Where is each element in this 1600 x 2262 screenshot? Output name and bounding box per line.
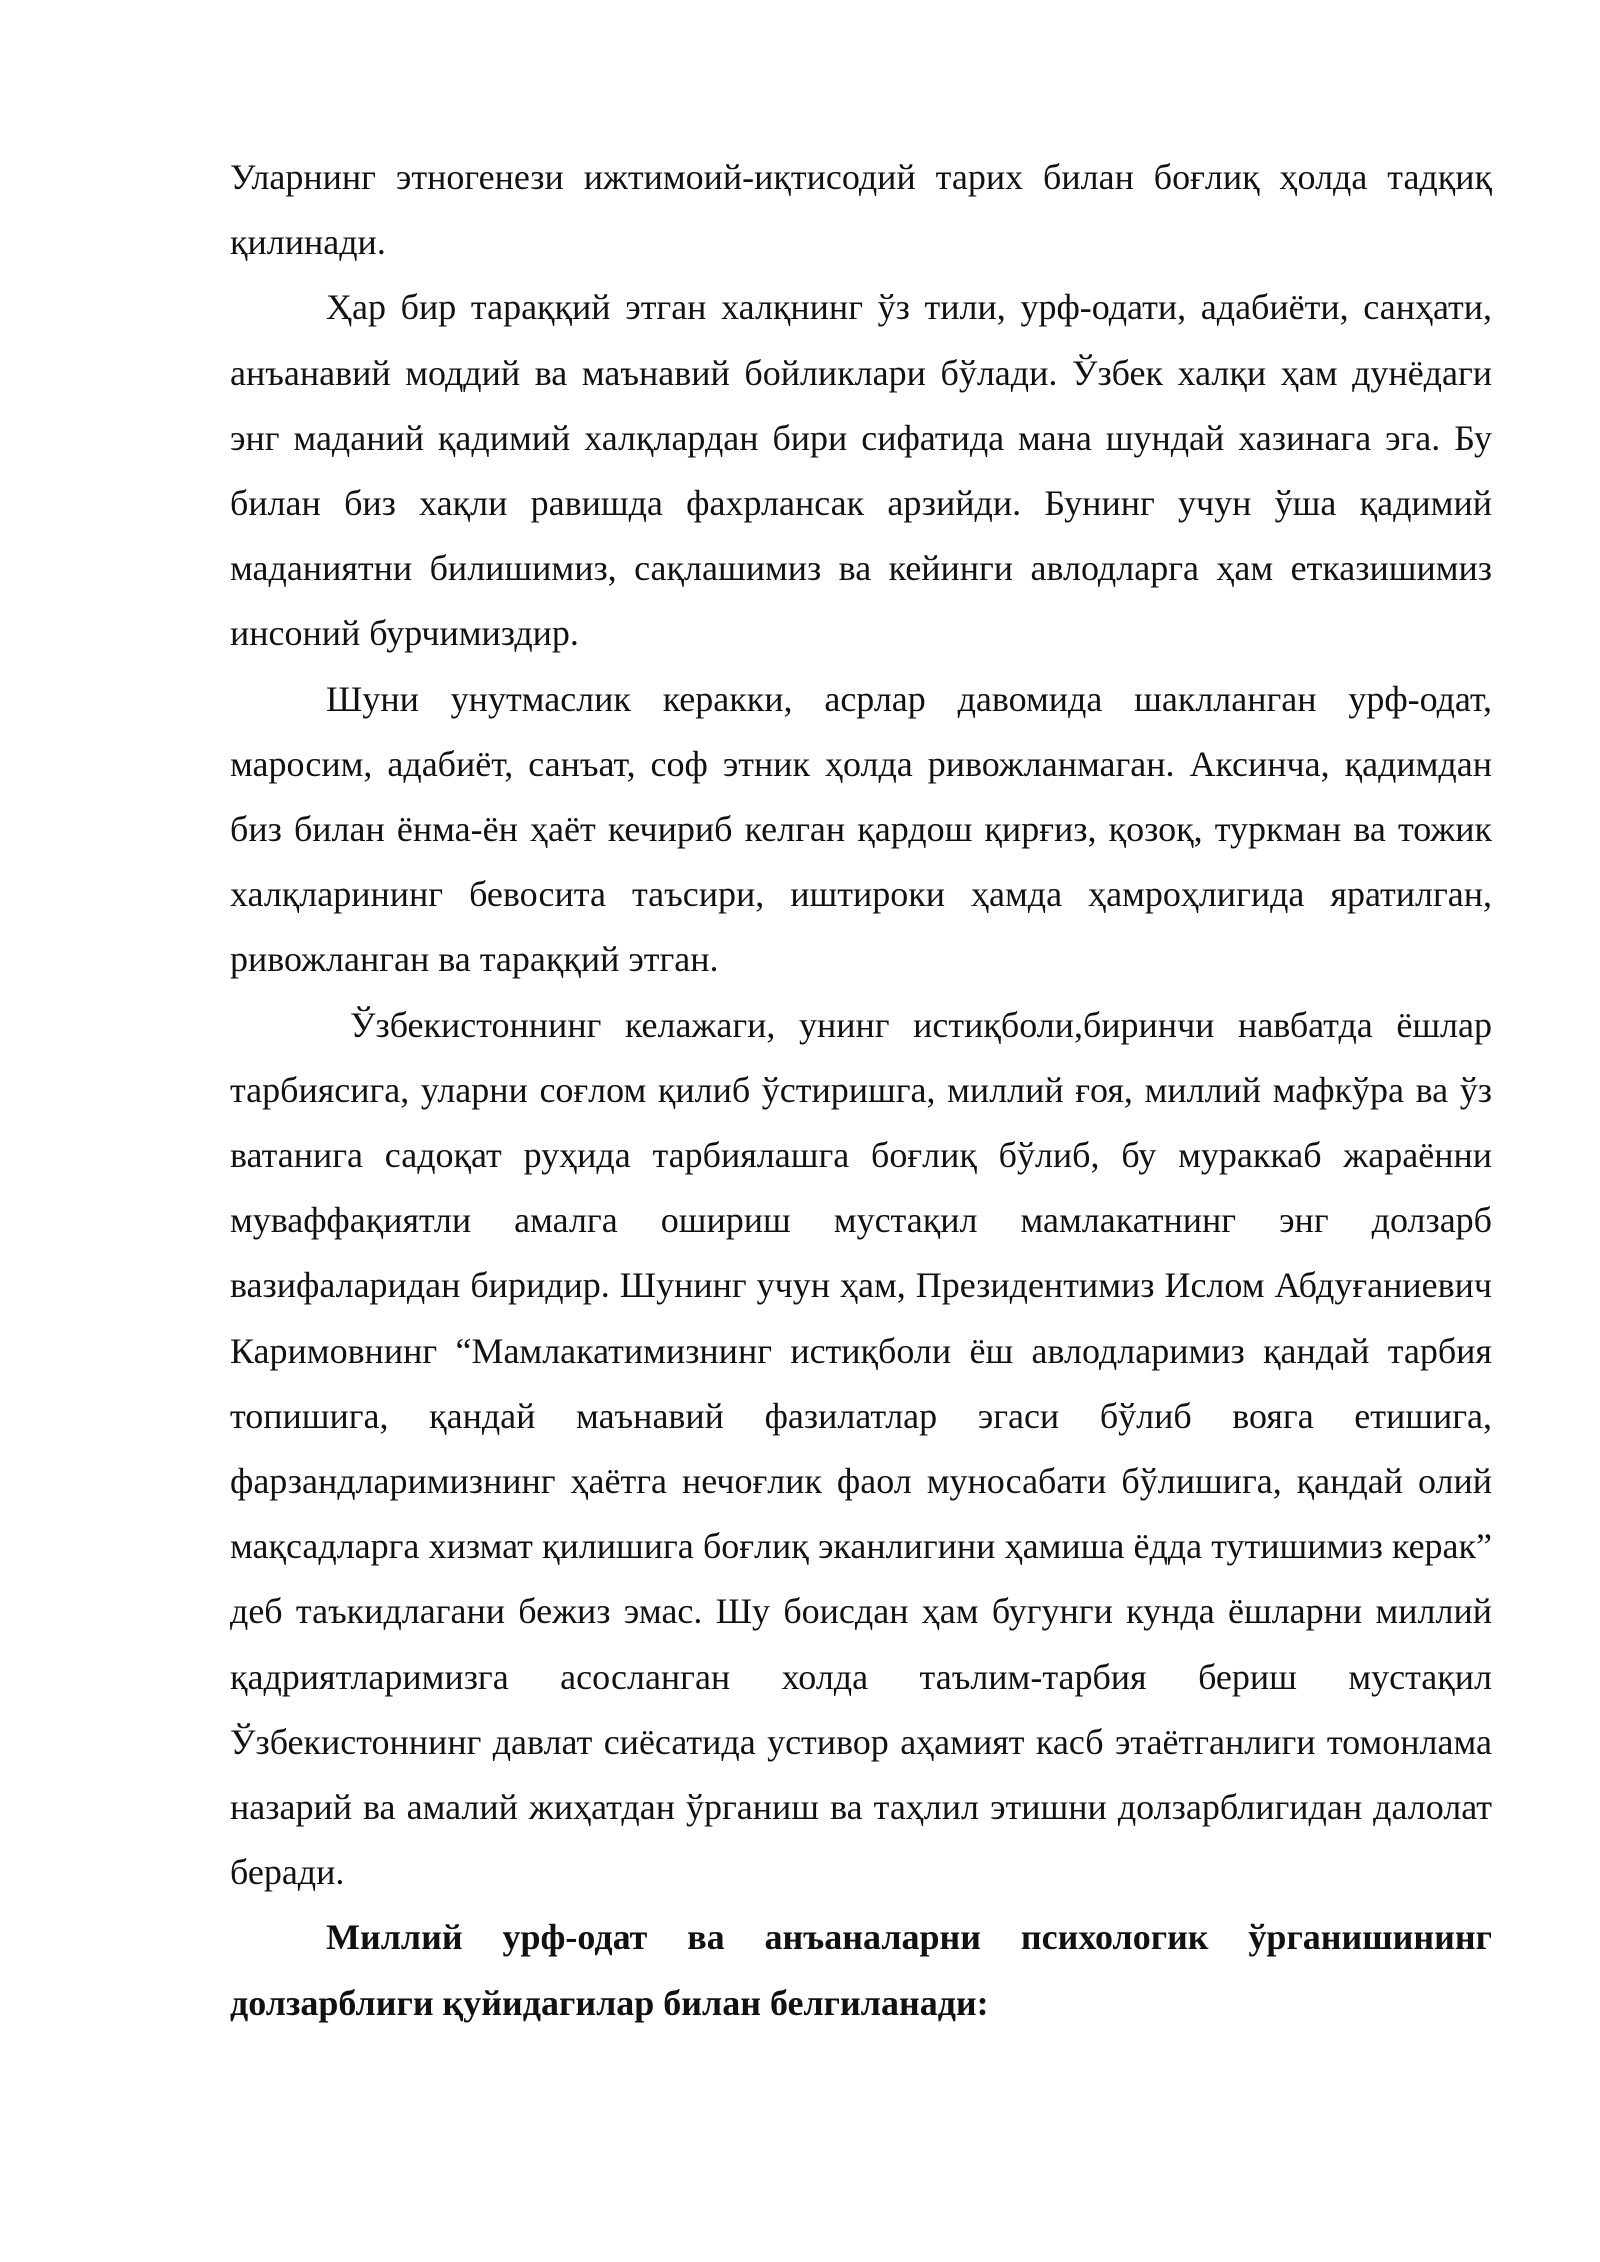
- paragraph-ethnogenesis: Уларнинг этногенези ижтимоий-иқтисодий тарих билан боғлиқ ҳолда тадқиқ қилинади.: [230, 157, 1492, 263]
- paragraph-bold-heading: Миллий урф-одат ва анъаналарни психологик ўрганишининг долзарблиги қуйидагилар билан белгиланади:: [230, 1917, 1492, 2023]
- paragraph-cultural-heritage: Ҳар бир тараққий этган халқнинг ўз тили, урф-одати, адабиёти, санҳати, анъанавий моддий ва маънавий бойликлари бўлади. Ўзбек халқи ҳам дунёдаги энг маданий қадимий халқлардан бири сифатида мана шундай хазинага эга. Бу билан биз хақли равишда фахрлансак арзийди. Бунинг учун ўша қадимий маданиятни билишимиз, сақлашимиз ва кейинги авлодларга ҳам етказишимиз инсоний бурчимиздир.: [230, 287, 1492, 654]
- document-body: [230, 145, 1492, 2036]
- paragraph-neighbor-influence: Шуни унутмаслик керакки, асрлар давомида шаклланган урф-одат, маросим, адабиёт, санъат, соф этник ҳолда ривожланмаган. Аксинча, қадимдан биз билан ёнма-ён ҳаёт кечириб келган қардош қирғиз, қозоқ, туркман ва тожик халқларининг бевосита таъсири, иштироки ҳамда ҳамроҳлигида яратилган, ривожланган ва тараққий этган.: [230, 678, 1492, 980]
- paragraph-youth-education: Ўзбекистоннинг келажаги, унинг истиқболи,биринчи навбатда ёшлар тарбиясига, уларни соғлом қилиб ўстиришга, миллий ғоя, миллий мафкўра ва ўз ватанига садоқат руҳида тарбиялашга боғлиқ бўлиб, бу мураккаб жараённи муваффақиятли амалга ошириш мустақил мамлакатнинг энг долзарб вазифаларидан биридир. Шунинг учун ҳам, Президентимиз Ислом Абдуғаниевич Каримовнинг “Мамлакатимизнинг истиқболи ёш авлодларимиз қандай тарбия топишига, қандай маънавий фазилатлар эгаси бўлиб вояга етишига, фарзандларимизнинг ҳаётга нечоғлик фаол муносабати бўлишига, қандай олий мақсадларга хизмат қилишига боғлиқ эканлигини ҳамиша ёдда тутишимиз керак” деб таъкидлагани бежиз эмас. Шу боисдан ҳам бугунги кунда ёшларни миллий қадриятларимизга асосланган холда таълим-тарбия бериш мустақил Ўзбекистоннинг давлат сиёсатида устивор аҳамият касб этаётганлиги томонлама назарий ва амалий жиҳатдан ўрганиш ва таҳлил этишни долзарблигидан далолат беради.: [230, 1004, 1492, 1893]
